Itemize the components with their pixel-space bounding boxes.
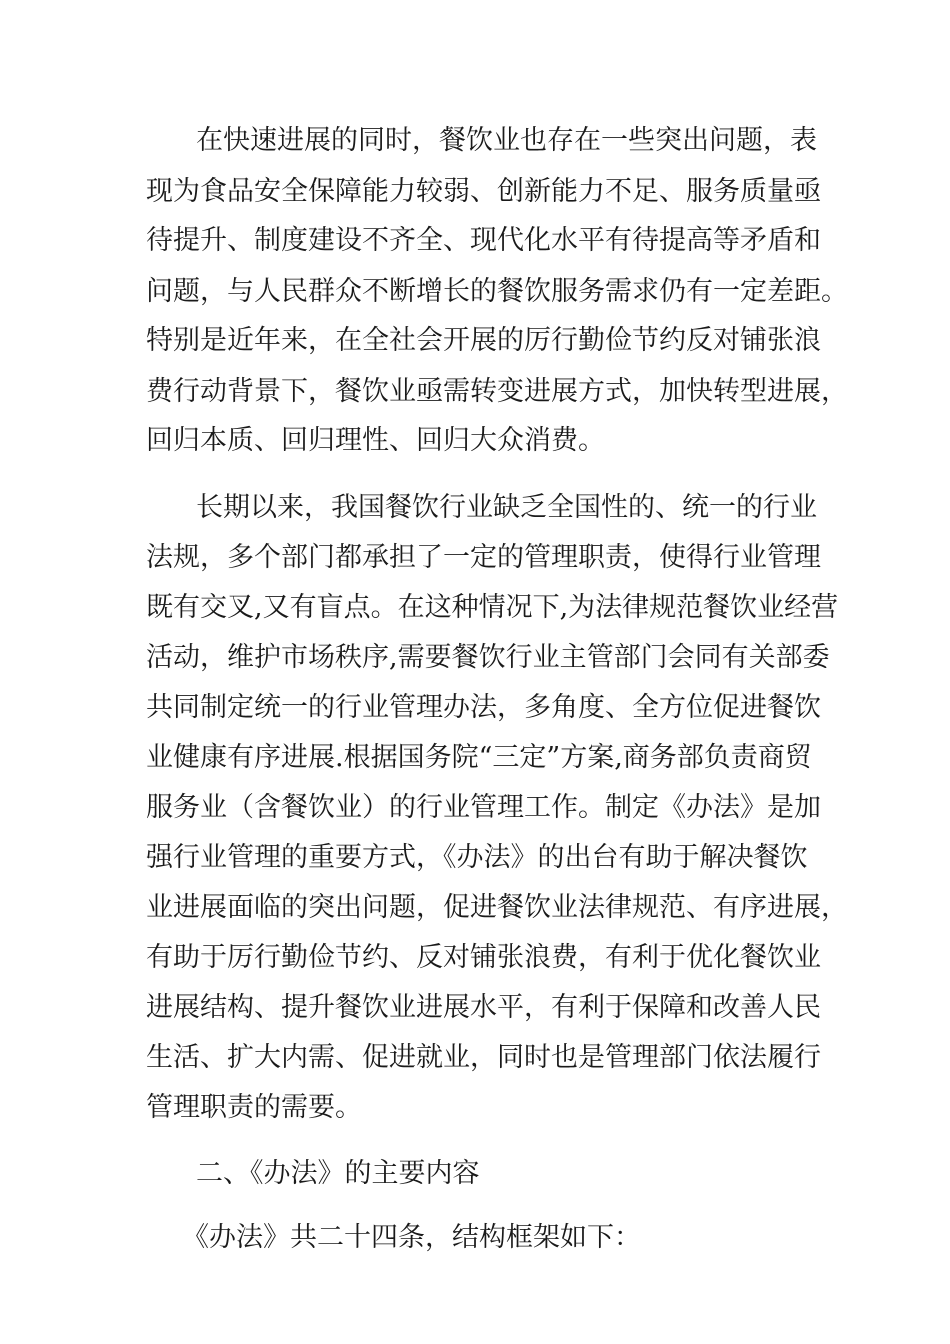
- paragraph-2-line-5: 共同制定统一的行业管理办法，多角度、全方位促进餐饮: [146, 692, 821, 723]
- paragraph-2-line-11: 进展结构、提升餐饮业进展水平，有利于保障和改善人民: [146, 992, 821, 1023]
- section-heading: 二、《办法》的主要内容: [196, 1158, 480, 1189]
- paragraph-2-line-6: 业健康有序进展.根据国务院“三定”方案,商务部负责商贸: [146, 742, 812, 773]
- paragraph-2-line-10: 有助于厉行勤俭节约、反对铺张浪费，有利于优化餐饮业: [146, 942, 821, 973]
- paragraph-2-line-12: 生活、扩大内需、促进就业，同时也是管理部门依法履行: [146, 1042, 821, 1073]
- paragraph-1-line-3: 待提升、制度建设不齐全、现代化水平有待提高等矛盾和: [146, 225, 821, 256]
- paragraph-1-line-4: 问题，与人民群众不断增长的餐饮服务需求仍有一定差距。: [146, 276, 848, 307]
- paragraph-2-line-9: 业进展面临的突出问题，促进餐饮业法律规范、有序进展，: [146, 892, 848, 923]
- paragraph-1-line-6: 费行动背景下，餐饮业亟需转变进展方式，加快转型进展，: [146, 376, 848, 407]
- paragraph-1-line-5: 特别是近年来，在全社会开展的厉行勤俭节约反对铺张浪: [146, 325, 821, 356]
- paragraph-2-line-4: 活动，维护市场秩序,需要餐饮行业主管部门会同有关部委: [146, 642, 830, 673]
- paragraph-1-line-7: 回归本质、回归理性、回归大众消费。: [146, 425, 605, 456]
- paragraph-3: 《办法》共二十四条，结构框架如下：: [182, 1222, 641, 1253]
- paragraph-2-line-13: 管理职责的需要。: [146, 1092, 362, 1123]
- paragraph-2-line-1: 长期以来，我国餐饮行业缺乏全国性的、统一的行业: [196, 492, 817, 523]
- paragraph-2-line-7: 服务业（含餐饮业）的行业管理工作。制定《办法》是加: [146, 792, 821, 823]
- paragraph-2-line-3: 既有交叉,又有盲点。在这种情况下,为法律规范餐饮业经营: [146, 592, 839, 623]
- paragraph-1-line-1: 在快速进展的同时，餐饮业也存在一些突出问题，表: [196, 125, 817, 156]
- paragraph-2-line-2: 法规，多个部门都承担了一定的管理职责，使得行业管理: [146, 542, 821, 573]
- paragraph-1-line-2: 现为食品安全保障能力较弱、创新能力不足、服务质量亟: [146, 176, 821, 207]
- paragraph-2-line-8: 强行业管理的重要方式，《办法》的出台有助于解决餐饮: [146, 842, 808, 873]
